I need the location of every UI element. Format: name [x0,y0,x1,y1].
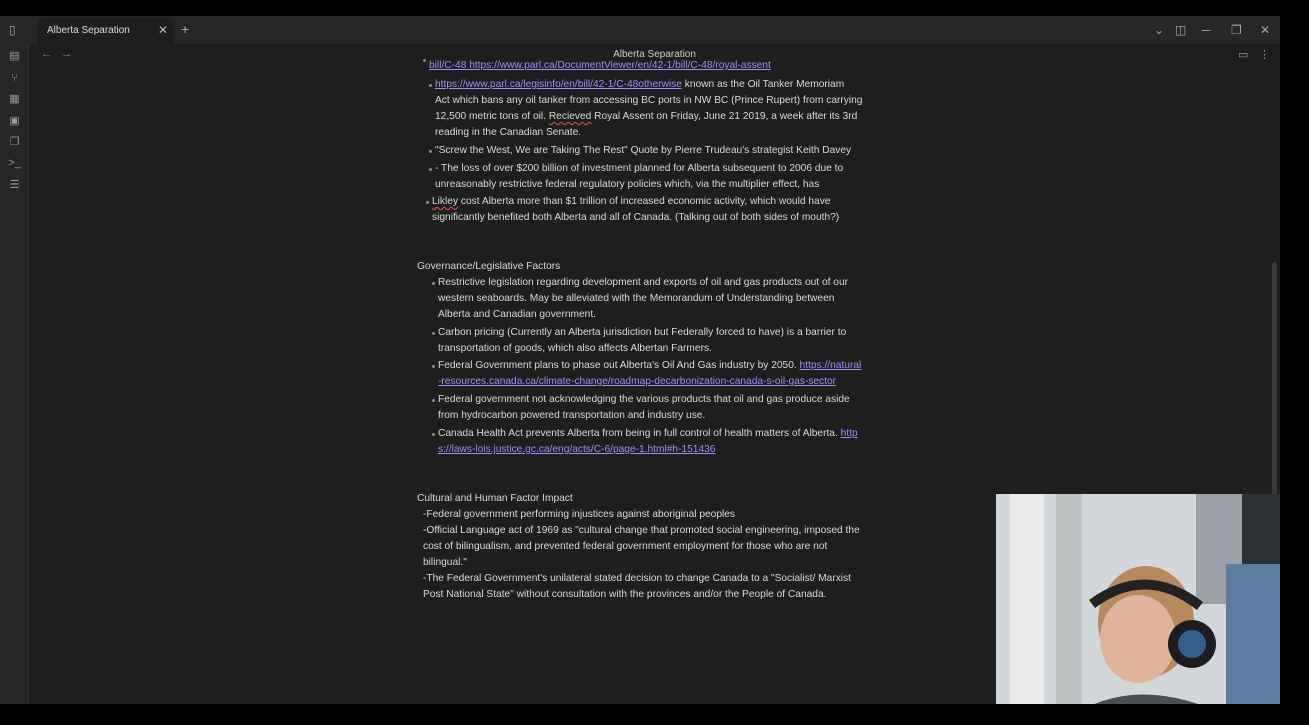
more-options-icon[interactable]: ⋮ [1259,49,1270,61]
list-item-text: unreasonably restrictive federal regulatory policies which, via the multiplier effect, has [435,179,820,190]
title-bar [0,16,1280,44]
file-icon[interactable]: ▤ [9,50,20,62]
copy-icon[interactable]: ❐ [9,136,20,148]
tab-close-icon[interactable]: ✕ [158,23,169,37]
reading-mode-icon[interactable]: ▭ [1238,49,1249,61]
paragraph-line: -The Federal Government's unilateral stated decision to change Canada to a "Socialist/ Marxist [423,573,851,584]
bullet [432,433,435,436]
royal-assent-link[interactable]: bill/C-48 https://www.parl.ca/DocumentViewer/en/42-1/bill/C-48/royal-assent [429,60,771,71]
list-item-text: Act which bans any oil tanker from accessing BC ports in NW BC (Prince Rupert) from carrying [435,95,863,106]
list-item-text: Alberta and Canadian government. [438,309,597,320]
close-window-icon[interactable]: ✕ [1260,23,1271,37]
list-item-text: reading in the Canadian Senate. [435,127,582,138]
paragraph-line: -Federal government performing injustices against aboriginal peoples [423,509,736,520]
bullet [432,365,435,368]
right-sidebar-toggle-icon[interactable]: ◫ [1175,23,1187,37]
app-window [0,16,1280,704]
list-item [435,77,905,141]
screen-bottom-bar [0,704,1280,720]
misspelled-word: Likley [432,196,459,207]
list-item [435,143,905,159]
list-item-text: western seaboards. May be alleviated with the Memorandum of Understanding between [438,293,835,304]
tab-title: Alberta Separation [47,25,130,36]
calendar-icon[interactable]: ▣ [9,115,20,127]
bullet [432,399,435,402]
list-item-text: cost Alberta more than $1 trillion of increased economic activity, which would have [458,196,831,207]
list-item-text: "Screw the West, We are Taking The Rest" Quote by Pierre Trudeau's strategist Keith Davey [435,145,852,156]
paragraph-line: Post National State" without consultation with the provinces and/or the People of Canada. [423,589,827,600]
list-item [438,426,908,458]
left-ribbon [0,44,29,704]
paragraph [423,507,893,603]
terminal-icon[interactable]: >_ [8,157,21,169]
bullet [432,332,435,335]
document-title: Alberta Separation [613,49,696,60]
tab-alberta-separation[interactable] [38,18,174,44]
graph-icon[interactable]: ⑂ [11,72,18,84]
webcam-image [996,494,1280,720]
bullet [429,84,432,87]
list-item-text: Canada Health Act prevents Alberta from being in full control of health matters of Alberta. [438,428,841,439]
bullet [426,201,429,204]
bullet [429,168,432,171]
list-item-text: 12,500 metric tons of oil. [435,111,549,122]
canvas-icon[interactable]: ▦ [9,93,20,105]
list-item-text: significantly benefited both Alberta and all of Canada. (Talking out of both sides of mouth?) [432,212,840,223]
new-tab-icon[interactable]: + [181,21,190,37]
list-item-text: Federal government not acknowledging the various products that oil and gas produce aside [438,394,850,405]
natural-resources-link-cont[interactable]: -resources.canada.ca/climate-change/roadmap-decarbonization-canada-s-oil-gas-sector [438,376,837,387]
webcam-overlay [996,494,1280,720]
paragraph-line: cost of bilingualism, and prevented federal government employment for those who are not [423,541,828,552]
sidebar-toggle-icon[interactable]: ▯ [9,23,16,37]
forward-arrow-icon[interactable]: → [61,48,72,60]
minimize-icon[interactable]: ─ [1202,23,1211,37]
list-item [438,392,908,424]
paragraph-line: bilingual." [423,557,467,568]
list-item [438,358,908,390]
bullet [429,150,432,153]
section-heading: Cultural and Human Factor Impact [417,493,573,504]
parl-legisinfo-link[interactable]: https://www.parl.ca/legisinfo/en/bill/42-1/C-48otherwise [435,79,682,90]
bullet [432,282,435,285]
paragraph-line: -Official Language act of 1969 as "cultural change that promoted social engineering, imposed the [423,525,860,536]
list-item-text: known as the Oil Tanker Memoriam [681,79,845,90]
maximize-icon[interactable]: ❐ [1231,23,1242,37]
misspelled-word: Recieved [548,111,592,122]
back-arrow-icon[interactable]: ← [41,48,52,60]
natural-resources-link[interactable]: https://natural [799,360,862,371]
list-item [435,161,905,193]
section-heading: Governance/Legislative Factors [417,261,561,272]
list-item-text: - The loss of over $200 billion of investment planned for Alberta subsequent to 2006 due to [435,163,844,174]
screen-top-bar [0,0,1280,16]
list-item-text: Federal Government plans to phase out Alberta's Oil And Gas industry by 2050. [438,360,800,371]
list-item [438,325,908,357]
list-item-text: Royal Assent on Friday, June 21 2019, a week after its 3rd [591,111,858,122]
list-item [438,275,908,323]
health-act-link-cont[interactable]: s://laws-lois.justice.gc.ca/eng/acts/C-6/page-1.html#h-151436 [438,444,716,455]
list-icon[interactable]: ☰ [9,179,20,191]
list-item-cut [429,58,771,71]
chevron-down-icon[interactable]: ⌄ [1154,23,1165,37]
list-item-text: Carbon pricing (Currently an Alberta jurisdiction but Federally forced to have) is a barrier to [438,327,847,338]
list-item-text: from hydrocarbon powered transportation and industry use. [438,410,706,421]
list-item [432,194,902,226]
list-item-text: Restrictive legislation regarding development and exports of oil and gas products out of our [438,277,849,288]
list-item-text: transportation of goods, which also affects Albertan Farmers. [438,343,712,354]
health-act-link[interactable]: http [840,428,858,439]
